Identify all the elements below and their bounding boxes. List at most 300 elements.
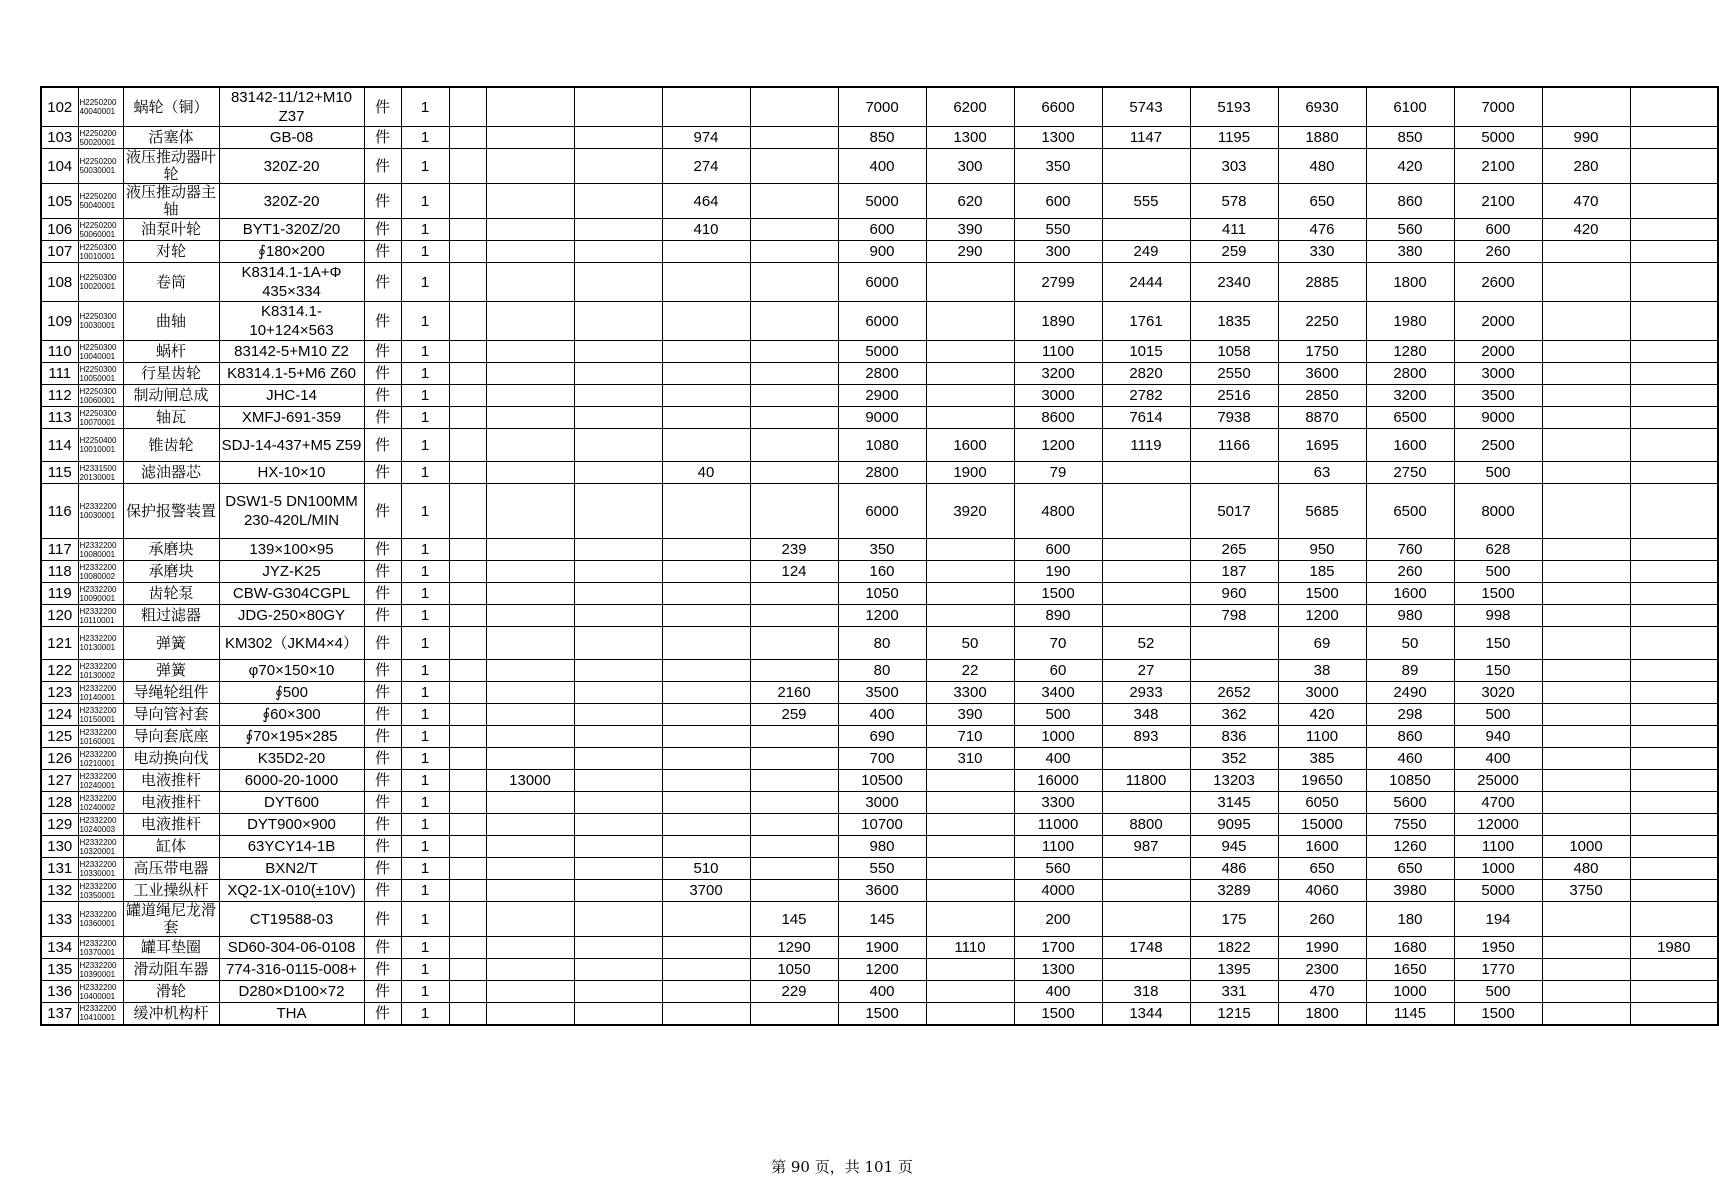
blank-cell: [449, 363, 486, 385]
price-cell: 5600: [1366, 792, 1454, 814]
row-number: 131: [41, 858, 78, 880]
price-cell: 50: [926, 627, 1014, 660]
item-qty: 1: [401, 127, 449, 149]
price-cell: 265: [1190, 539, 1278, 561]
price-cell: 2340: [1190, 263, 1278, 302]
table-row: [41, 814, 1718, 836]
price-cell: [926, 858, 1014, 880]
item-qty: 1: [401, 792, 449, 814]
price-cell: 348: [1102, 704, 1190, 726]
price-cell: 5017: [1190, 484, 1278, 539]
price-cell: [574, 484, 662, 539]
price-cell: [662, 770, 750, 792]
price-cell: 187: [1190, 561, 1278, 583]
price-cell: 476: [1278, 219, 1366, 241]
price-cell: 464: [662, 184, 750, 219]
table-row: [41, 302, 1718, 341]
price-cell: 1980: [1366, 302, 1454, 341]
blank-cell: [449, 87, 486, 127]
item-spec: 774-316-0115-008+: [219, 959, 364, 981]
item-spec: SDJ-14-437+M5 Z59: [219, 429, 364, 462]
price-cell: 1200: [1014, 429, 1102, 462]
price-cell: [750, 462, 838, 484]
price-cell: 40: [662, 462, 750, 484]
price-cell: [1542, 682, 1630, 704]
material-code: H2332200 10240002: [78, 792, 123, 814]
price-cell: 420: [1542, 219, 1630, 241]
price-cell: 2800: [838, 462, 926, 484]
price-cell: [574, 814, 662, 836]
item-unit: 件: [364, 127, 401, 149]
price-cell: 550: [838, 858, 926, 880]
row-number: 115: [41, 462, 78, 484]
item-unit: 件: [364, 219, 401, 241]
price-cell: 1990: [1278, 937, 1366, 959]
price-cell: [750, 87, 838, 127]
item-name: 电动换向伐: [123, 748, 219, 770]
row-number: 126: [41, 748, 78, 770]
price-cell: 400: [1014, 748, 1102, 770]
price-cell: 300: [926, 149, 1014, 184]
material-code: H2250300 10020001: [78, 263, 123, 302]
price-cell: 2000: [1454, 302, 1542, 341]
price-cell: [1542, 814, 1630, 836]
price-cell: [1542, 792, 1630, 814]
table-row: [41, 981, 1718, 1003]
item-qty: 1: [401, 263, 449, 302]
page-footer: 第 90 页，共 101 页: [771, 1158, 913, 1176]
material-code: H2250300 10050001: [78, 363, 123, 385]
price-cell: 52: [1102, 627, 1190, 660]
item-unit: 件: [364, 660, 401, 682]
price-cell: 1950: [1454, 937, 1542, 959]
price-cell: 7550: [1366, 814, 1454, 836]
item-spec: D280×D100×72: [219, 981, 364, 1003]
table-row: [41, 770, 1718, 792]
price-cell: [1542, 583, 1630, 605]
item-qty: 1: [401, 704, 449, 726]
item-name: 曲轴: [123, 302, 219, 341]
item-unit: 件: [364, 583, 401, 605]
price-cell: 2600: [1454, 263, 1542, 302]
price-cell: 38: [1278, 660, 1366, 682]
price-cell: 13000: [486, 770, 574, 792]
price-cell: 1145: [1366, 1003, 1454, 1025]
price-cell: 3300: [1014, 792, 1102, 814]
price-cell: [662, 748, 750, 770]
price-cell: 350: [838, 539, 926, 561]
price-cell: 990: [1542, 127, 1630, 149]
item-name: 电液推杆: [123, 770, 219, 792]
material-code: H2332200 10240003: [78, 814, 123, 836]
table-body: [41, 87, 1718, 1025]
blank-cell: [449, 726, 486, 748]
item-qty: 1: [401, 184, 449, 219]
table-row: [41, 660, 1718, 682]
material-code: H2332200 10330001: [78, 858, 123, 880]
price-cell: [926, 539, 1014, 561]
blank-cell: [449, 127, 486, 149]
item-name: 油泵叶轮: [123, 219, 219, 241]
price-cell: 3020: [1454, 682, 1542, 704]
price-cell: [750, 858, 838, 880]
item-name: 滤油器芯: [123, 462, 219, 484]
blank-cell: [449, 605, 486, 627]
price-cell: 690: [838, 726, 926, 748]
price-cell: [574, 858, 662, 880]
price-cell: [662, 341, 750, 363]
price-cell: 3700: [662, 880, 750, 902]
price-cell: 500: [1014, 704, 1102, 726]
price-cell: 3200: [1014, 363, 1102, 385]
price-cell: [1102, 583, 1190, 605]
price-cell: [1542, 605, 1630, 627]
price-cell: 578: [1190, 184, 1278, 219]
price-cell: 8800: [1102, 814, 1190, 836]
item-qty: 1: [401, 241, 449, 263]
material-code: H2332200 10130002: [78, 660, 123, 682]
price-cell: 420: [1278, 704, 1366, 726]
price-cell: 16000: [1014, 770, 1102, 792]
item-name: 承磨块: [123, 539, 219, 561]
price-cell: [486, 1003, 574, 1025]
price-cell: 6000: [838, 263, 926, 302]
price-cell: 5193: [1190, 87, 1278, 127]
price-cell: [926, 263, 1014, 302]
price-cell: 1300: [1014, 959, 1102, 981]
price-cell: 9095: [1190, 814, 1278, 836]
price-cell: [1630, 981, 1718, 1003]
table-row: [41, 836, 1718, 858]
price-cell: [926, 341, 1014, 363]
price-cell: 950: [1278, 539, 1366, 561]
price-cell: 2100: [1454, 184, 1542, 219]
blank-cell: [449, 770, 486, 792]
price-cell: [1630, 858, 1718, 880]
item-name: 液压推动器主轴: [123, 184, 219, 219]
price-cell: [1630, 583, 1718, 605]
price-cell: 2500: [1454, 429, 1542, 462]
material-code: H2250300 10060001: [78, 385, 123, 407]
price-cell: 2782: [1102, 385, 1190, 407]
price-cell: 560: [1014, 858, 1102, 880]
blank-cell: [449, 184, 486, 219]
price-cell: [574, 184, 662, 219]
table-row: [41, 407, 1718, 429]
item-qty: 1: [401, 219, 449, 241]
price-cell: 3000: [1278, 682, 1366, 704]
blank-cell: [449, 149, 486, 184]
item-spec: BYT1-320Z/20: [219, 219, 364, 241]
price-cell: [750, 583, 838, 605]
price-cell: 380: [1366, 241, 1454, 263]
item-name: 保护报警装置: [123, 484, 219, 539]
price-cell: 500: [1454, 981, 1542, 1003]
item-qty: 1: [401, 605, 449, 627]
material-code: H2332200 10370001: [78, 937, 123, 959]
price-cell: 1650: [1366, 959, 1454, 981]
blank-cell: [449, 484, 486, 539]
price-cell: 500: [1454, 704, 1542, 726]
item-qty: 1: [401, 770, 449, 792]
price-cell: [574, 836, 662, 858]
price-cell: 80: [838, 660, 926, 682]
price-cell: 1822: [1190, 937, 1278, 959]
price-cell: [1102, 561, 1190, 583]
price-cell: [1630, 660, 1718, 682]
price-cell: [486, 583, 574, 605]
price-cell: [1542, 959, 1630, 981]
item-name: 罐道绳尼龙滑套: [123, 902, 219, 937]
price-cell: [926, 605, 1014, 627]
item-name: 承磨块: [123, 561, 219, 583]
item-spec: XQ2-1X-010(±10V): [219, 880, 364, 902]
price-cell: 628: [1454, 539, 1542, 561]
price-cell: 390: [926, 704, 1014, 726]
price-cell: [1102, 858, 1190, 880]
price-cell: [486, 263, 574, 302]
price-cell: [662, 363, 750, 385]
row-number: 110: [41, 341, 78, 363]
blank-cell: [449, 880, 486, 902]
price-cell: 1100: [1454, 836, 1542, 858]
price-cell: [574, 302, 662, 341]
item-spec: ∮180×200: [219, 241, 364, 263]
price-cell: [574, 660, 662, 682]
price-cell: 80: [838, 627, 926, 660]
price-cell: [574, 341, 662, 363]
blank-cell: [449, 219, 486, 241]
price-cell: [574, 561, 662, 583]
price-cell: [662, 792, 750, 814]
price-cell: 229: [750, 981, 838, 1003]
material-code: H2332200 10150001: [78, 704, 123, 726]
item-qty: 1: [401, 726, 449, 748]
price-cell: 239: [750, 539, 838, 561]
price-cell: 1195: [1190, 127, 1278, 149]
price-cell: 980: [1366, 605, 1454, 627]
price-cell: [750, 836, 838, 858]
price-cell: 3000: [1014, 385, 1102, 407]
price-cell: [1542, 363, 1630, 385]
price-cell: 4700: [1454, 792, 1542, 814]
price-cell: [926, 959, 1014, 981]
price-cell: [486, 704, 574, 726]
price-cell: [750, 127, 838, 149]
price-cell: [574, 748, 662, 770]
price-cell: 400: [838, 981, 926, 1003]
item-name: 蜗轮（铜）: [123, 87, 219, 127]
price-cell: [1630, 792, 1718, 814]
price-cell: [662, 407, 750, 429]
item-qty: 1: [401, 981, 449, 1003]
price-cell: 3145: [1190, 792, 1278, 814]
blank-cell: [449, 959, 486, 981]
price-cell: 8870: [1278, 407, 1366, 429]
price-cell: [1630, 814, 1718, 836]
price-cell: 5685: [1278, 484, 1366, 539]
blank-cell: [449, 660, 486, 682]
item-unit: 件: [364, 902, 401, 937]
price-cell: [1542, 241, 1630, 263]
price-cell: [486, 363, 574, 385]
material-code: H2332200 10240001: [78, 770, 123, 792]
item-unit: 件: [364, 770, 401, 792]
price-cell: [574, 605, 662, 627]
item-qty: 1: [401, 484, 449, 539]
price-cell: [750, 184, 838, 219]
price-cell: [486, 462, 574, 484]
blank-cell: [449, 748, 486, 770]
price-cell: 998: [1454, 605, 1542, 627]
price-cell: [662, 385, 750, 407]
material-code: H2332200 10030001: [78, 484, 123, 539]
item-spec: THA: [219, 1003, 364, 1025]
price-cell: 79: [1014, 462, 1102, 484]
item-unit: 件: [364, 748, 401, 770]
price-cell: 1260: [1366, 836, 1454, 858]
price-cell: 1980: [1630, 937, 1718, 959]
row-number: 133: [41, 902, 78, 937]
item-unit: 件: [364, 682, 401, 704]
price-cell: 1000: [1454, 858, 1542, 880]
item-unit: 件: [364, 149, 401, 184]
item-spec: 139×100×95: [219, 539, 364, 561]
table-row: [41, 385, 1718, 407]
price-cell: 6500: [1366, 484, 1454, 539]
price-cell: 1761: [1102, 302, 1190, 341]
table-row: [41, 561, 1718, 583]
price-cell: [926, 385, 1014, 407]
price-cell: [662, 814, 750, 836]
item-qty: 1: [401, 363, 449, 385]
item-unit: 件: [364, 880, 401, 902]
price-cell: [926, 836, 1014, 858]
price-cell: [486, 341, 574, 363]
price-cell: 150: [1454, 660, 1542, 682]
item-spec: CBW-G304CGPL: [219, 583, 364, 605]
price-cell: 185: [1278, 561, 1366, 583]
row-number: 105: [41, 184, 78, 219]
blank-cell: [449, 792, 486, 814]
price-cell: 8000: [1454, 484, 1542, 539]
item-qty: 1: [401, 539, 449, 561]
price-cell: [486, 241, 574, 263]
blank-cell: [449, 704, 486, 726]
price-cell: 400: [1014, 981, 1102, 1003]
price-cell: 260: [1278, 902, 1366, 937]
item-name: 活塞体: [123, 127, 219, 149]
item-unit: 件: [364, 385, 401, 407]
price-cell: [750, 627, 838, 660]
price-cell: [750, 407, 838, 429]
row-number: 121: [41, 627, 78, 660]
price-cell: [1630, 87, 1718, 127]
price-cell: 1147: [1102, 127, 1190, 149]
price-cell: [1630, 429, 1718, 462]
item-name: 卷筒: [123, 263, 219, 302]
price-cell: 1880: [1278, 127, 1366, 149]
price-cell: [1542, 341, 1630, 363]
price-cell: 890: [1014, 605, 1102, 627]
price-cell: 500: [1454, 462, 1542, 484]
table-row: [41, 704, 1718, 726]
table-row: [41, 149, 1718, 184]
price-cell: 8600: [1014, 407, 1102, 429]
material-code: H2332200 10390001: [78, 959, 123, 981]
price-cell: [662, 87, 750, 127]
price-cell: [574, 770, 662, 792]
price-cell: 2900: [838, 385, 926, 407]
row-number: 102: [41, 87, 78, 127]
price-cell: [1542, 561, 1630, 583]
price-cell: [1630, 902, 1718, 937]
material-code: H2250200 50040001: [78, 184, 123, 219]
price-cell: [486, 219, 574, 241]
price-cell: 2490: [1366, 682, 1454, 704]
price-cell: 1080: [838, 429, 926, 462]
row-number: 135: [41, 959, 78, 981]
price-table: [40, 86, 1719, 1026]
price-cell: [1630, 959, 1718, 981]
row-number: 127: [41, 770, 78, 792]
price-cell: [574, 385, 662, 407]
price-cell: 1500: [1278, 583, 1366, 605]
price-cell: 893: [1102, 726, 1190, 748]
material-code: H2332200 10160001: [78, 726, 123, 748]
price-cell: [1542, 627, 1630, 660]
material-code: H2332200 10210001: [78, 748, 123, 770]
price-cell: 3300: [926, 682, 1014, 704]
item-spec: ∮60×300: [219, 704, 364, 726]
price-cell: [1630, 748, 1718, 770]
item-unit: 件: [364, 561, 401, 583]
price-cell: 480: [1542, 858, 1630, 880]
price-cell: [1542, 981, 1630, 1003]
price-cell: 486: [1190, 858, 1278, 880]
price-cell: 6100: [1366, 87, 1454, 127]
price-cell: [486, 484, 574, 539]
item-qty: 1: [401, 937, 449, 959]
price-cell: [1630, 484, 1718, 539]
item-spec: K8314.1-1A+Φ 435×334: [219, 263, 364, 302]
price-cell: 400: [838, 704, 926, 726]
item-spec: 6000-20-1000: [219, 770, 364, 792]
material-code: H2250400 10010001: [78, 429, 123, 462]
price-cell: [662, 302, 750, 341]
price-cell: [574, 981, 662, 1003]
price-cell: 190: [1014, 561, 1102, 583]
blank-cell: [449, 539, 486, 561]
price-cell: [750, 770, 838, 792]
price-cell: [1542, 726, 1630, 748]
price-cell: [1630, 770, 1718, 792]
price-cell: 1100: [1014, 341, 1102, 363]
price-cell: 3289: [1190, 880, 1278, 902]
price-cell: [574, 1003, 662, 1025]
item-unit: 件: [364, 836, 401, 858]
price-cell: [574, 241, 662, 263]
price-cell: 400: [1454, 748, 1542, 770]
blank-cell: [449, 561, 486, 583]
item-unit: 件: [364, 302, 401, 341]
price-cell: 1280: [1366, 341, 1454, 363]
price-cell: [486, 902, 574, 937]
price-cell: 60: [1014, 660, 1102, 682]
price-cell: 280: [1542, 149, 1630, 184]
table-row: [41, 462, 1718, 484]
price-cell: 1110: [926, 937, 1014, 959]
